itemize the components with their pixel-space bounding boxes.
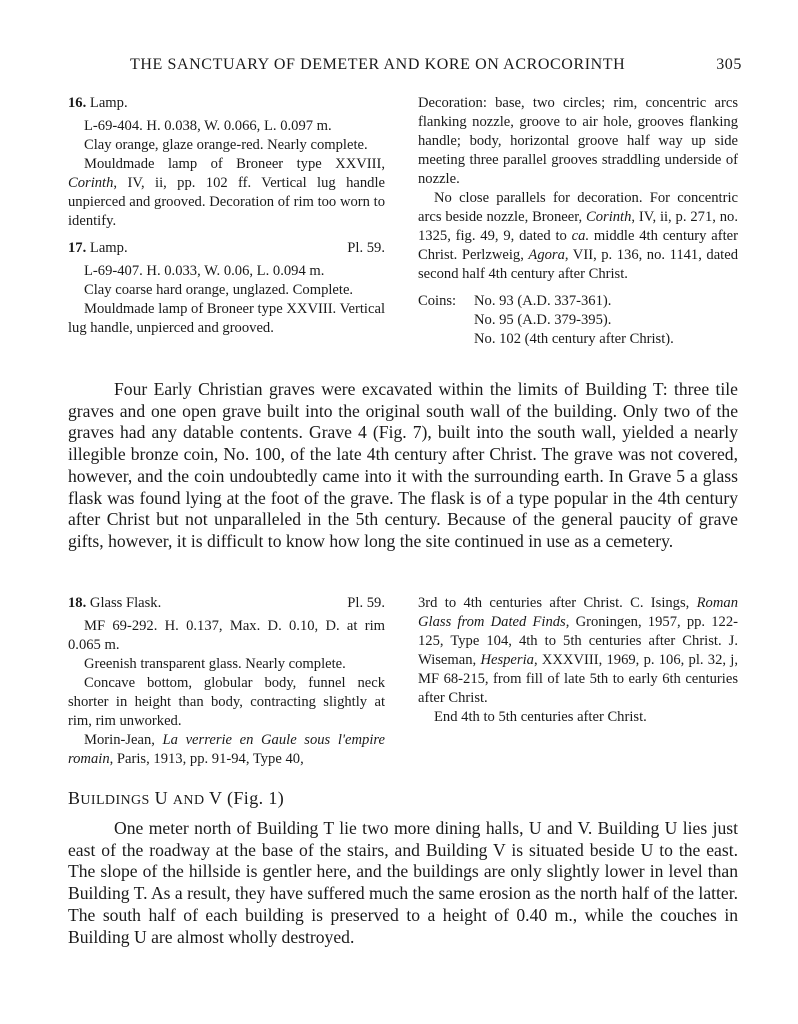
running-title: THE SANCTUARY OF DEMETER AND KORE ON ACROCORINTH: [130, 56, 626, 73]
section-heading: BUILDINGS U AND V (Fig. 1): [68, 788, 285, 808]
item18-reference-cont: 3rd to 4th centuries after Christ. C. Isings, Roman Glass from Dated Finds, Groningen, 1957, pp. 122-125, Type 104, 4th to 5th centuries after Christ. J. Wiseman, Hesperia, XXXVIII, 1969, p. 106, pl. 32, j, MF 68-215, from fill of late 5th to early 6th centuries after Christ.: [418, 595, 738, 706]
coin-entry: No. 102 (4th century after Christ).: [474, 331, 674, 347]
catalogue-heading-17: 17. Lamp. Pl. 59.: [68, 240, 385, 256]
item18-glass: Greenish transparent glass. Nearly complete.: [84, 656, 346, 672]
left-column: [68, 94, 385, 338]
plate-ref-18: Pl. 59.: [347, 595, 385, 611]
item18-reference-start: Morin-Jean, La verrerie en Gaule sous l'empire romain, Paris, 1913, pp. 91-94, Type 40,: [68, 732, 385, 767]
item18-left-column: [68, 594, 385, 769]
item16-inventory: L-69-404. H. 0.038, W. 0.066, L. 0.097 m.: [84, 118, 332, 134]
item16-clay: Clay orange, glaze orange-red. Nearly complete.: [84, 137, 368, 153]
item16-description: Mouldmade lamp of Broneer type XXVIII, Corinth, IV, ii, pp. 102 ff. Vertical lug handle unpierced and grooved. Decoration of rim too worn to identify.: [68, 156, 385, 229]
catalogue-heading-18: 18. Glass Flask. Pl. 59.: [68, 595, 385, 611]
running-header: [130, 56, 742, 78]
decoration-text: Decoration: base, two circles; rim, concentric arcs flanking nozzle, groove to air hole, grooves flanking handle; body, horizontal groove half way up side meeting three parallel grooves straddling underside of nozzle.: [418, 95, 738, 187]
item18-description: Concave bottom, globular body, funnel neck shorter in height than body, contracting slightly at rim, rim unworked.: [68, 675, 385, 729]
coin-entry: No. 95 (A.D. 379-395).: [474, 312, 612, 328]
item18-right-column: [418, 594, 738, 727]
coins-label: Coins:: [418, 293, 457, 309]
item17-clay: Clay coarse hard orange, unglazed. Complete.: [84, 282, 354, 298]
body-paragraph-buildings: One meter north of Building T lie two more dining halls, U and V. Building U lies just east of the roadway at the base of the stairs, and Building V is situated beside U to the east. The slope of the hillside is gentler here, and the buildings are only slightly lower in level than Building T. As a result, they have suffered much the same erosion as the north half of the latter. The south half of each building is preserved to a height of 0.40 m., while the couches in Building U are almost wholly destroyed.: [68, 818, 738, 947]
parallels-text: No close parallels for decoration. For concentric arcs beside nozzle, Broneer, Corinth, IV, ii, p. 271, no. 1325, fig. 49, 9, dated to ca. middle 4th century after Christ. Perlzweig, Agora, VII, p. 136, no. 1141, dated second half 4th century after Christ.: [418, 190, 738, 282]
item18-inventory: MF 69-292. H. 0.137, Max. D. 0.10, D. at rim 0.065 m.: [68, 618, 385, 653]
body-paragraph-graves: Four Early Christian graves were excavated within the limits of Building T: three tile graves and one open grave built into the original south wall of the building. Only two of the graves had any datable contents. Grave 4 (Fig. 7), built into the south wall, yielded a nearly illegible bronze coin, No. 100, of the late 4th century after Christ. The grave was not covered, however, and the coin undoubtedly came into it with the surrounding earth. In Grave 5 a glass flask was found lying at the foot of the grave. The flask is of a type popular in the 4th century after Christ but not unparalleled in the 5th century. Because of the general paucity of grave gifts, however, it is difficult to know how long the site continued in use as a cemetery.: [68, 379, 738, 551]
item18-date: End 4th to 5th centuries after Christ.: [434, 709, 647, 725]
coin-entry: No. 93 (A.D. 337-361).: [474, 293, 612, 309]
plate-ref-17: Pl. 59.: [347, 240, 385, 256]
catalogue-heading-16: 16. Lamp.: [68, 95, 128, 111]
item17-inventory: L-69-407. H. 0.033, W. 0.06, L. 0.094 m.: [84, 263, 325, 279]
page-number: 305: [716, 56, 742, 73]
coins-list: [418, 292, 738, 349]
right-column: [418, 94, 738, 349]
item17-description: Mouldmade lamp of Broneer type XXVIII. Vertical lug handle, unpierced and grooved.: [68, 301, 385, 336]
